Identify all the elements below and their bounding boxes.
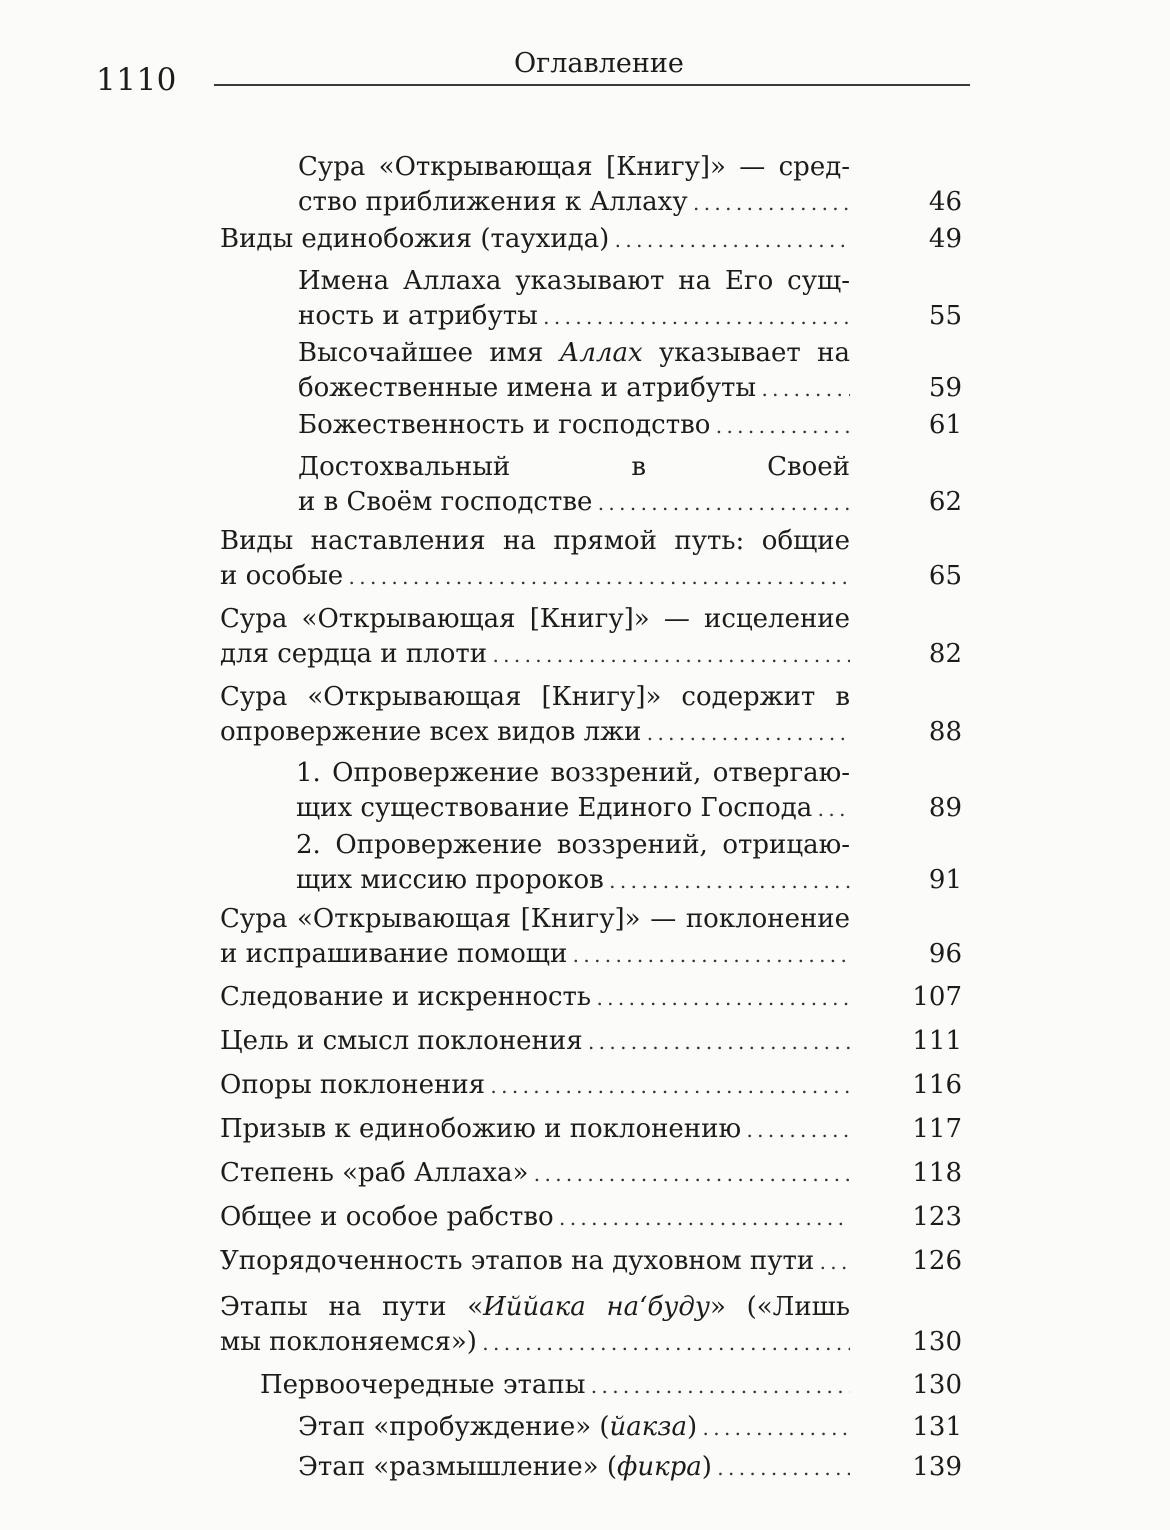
toc-entry-page: 96 xyxy=(928,939,962,969)
toc-entry-line: и испрашивание помощи . . . xyxy=(220,937,850,973)
toc-entry-title xyxy=(220,1290,850,1361)
running-title: Оглавление xyxy=(514,48,684,79)
header-rule xyxy=(214,84,970,86)
toc-entry-line: и особые . . . xyxy=(220,559,850,595)
toc-entry-line: Имена Аллаха указывают на Его сущ- xyxy=(298,266,850,296)
toc-entry-line: Этап «размышление» (фикра) . . . xyxy=(298,1450,850,1486)
toc-entry-line: мы поклоняемся») . . . xyxy=(220,1325,850,1361)
toc-entry-line: 2. Опровержение воззрений, отрицаю- xyxy=(296,830,850,860)
toc-entry-line: ность и атрибуты . . . xyxy=(298,299,850,335)
toc-entry-line: Высочайшее имя Аллах указывает на xyxy=(298,338,850,368)
toc-entry-page: 117 xyxy=(912,1114,962,1144)
toc-entry-line: Божественность и господство . . . xyxy=(298,408,850,444)
toc-entry-line: Цель и смысл поклонения . . . xyxy=(220,1024,850,1060)
toc-entry-line: Виды наставления на прямой путь: общие xyxy=(220,526,850,556)
toc-entry-line: Этапы на пути «Иййака на‘буду» («Лишь xyxy=(220,1292,850,1322)
toc-entry-title xyxy=(296,756,850,827)
toc-entry-title xyxy=(220,1244,850,1280)
toc-entry-page: 130 xyxy=(912,1370,962,1400)
toc-entry-page: 118 xyxy=(912,1158,962,1188)
toc-entry-page: 55 xyxy=(928,301,962,331)
toc-entry-title xyxy=(220,524,850,595)
toc-entry-title xyxy=(220,1068,850,1104)
toc-entry-title xyxy=(298,150,850,221)
toc-entry-line: Достохвальный в Своей xyxy=(298,452,850,482)
toc-entry-line: Сура «Открывающая [Книгу]» — исцеление xyxy=(220,604,850,634)
toc-entry-title xyxy=(298,264,850,335)
toc-entry-title xyxy=(220,1200,850,1236)
toc-entry-title xyxy=(296,828,850,899)
toc-entry-line: Упорядоченность этапов на духовном пути . . . xyxy=(220,1244,850,1280)
toc-entry-line: Сура «Открывающая [Книгу]» — поклонение xyxy=(220,904,850,934)
toc-entry-line: ство приближения к Аллаху . . . xyxy=(298,185,850,221)
toc-entry-line: Следование и искренность . . . xyxy=(220,980,850,1016)
toc-entry-page: 62 xyxy=(928,487,962,517)
toc-entry-line: Степень «раб Аллаха» . . . xyxy=(220,1156,850,1192)
toc-entry-page: 82 xyxy=(928,639,962,669)
toc-entry-line: Этап «пробуждение» (йакза) . . . xyxy=(298,1410,850,1446)
toc-entry-title xyxy=(260,1368,850,1404)
toc-entry-page: 89 xyxy=(928,793,962,823)
toc-entry-title xyxy=(298,408,850,444)
toc-entry-line: божественные имена и атрибуты . . . xyxy=(298,371,850,407)
toc-entry-page: 46 xyxy=(928,187,962,217)
toc-entry-page: 139 xyxy=(912,1452,962,1482)
toc-entry-title xyxy=(220,1156,850,1192)
toc-entry-page: 123 xyxy=(912,1202,962,1232)
page-number: 1110 xyxy=(96,62,177,98)
toc-entry-line: Призыв к единобожию и поклонению . . . xyxy=(220,1112,850,1148)
toc-entry-title xyxy=(220,1024,850,1060)
toc-entry-page: 49 xyxy=(928,224,962,254)
toc-entry-title xyxy=(298,336,850,407)
toc-entry-title xyxy=(220,1112,850,1148)
toc-entry-title xyxy=(298,450,850,521)
toc-entry-title xyxy=(220,980,850,1016)
toc-entry-title xyxy=(220,680,850,751)
toc-entry-line: опровержение всех видов лжи . . . xyxy=(220,715,850,751)
toc-entry-title xyxy=(220,902,850,973)
toc-entry-line: Сура «Открывающая [Книгу]» — сред- xyxy=(298,152,850,182)
toc-entry-page: 111 xyxy=(912,1026,962,1056)
toc-entry-line: Сура «Открывающая [Книгу]» содержит в xyxy=(220,682,850,712)
toc-entry-line: щих существование Единого Господа . . . xyxy=(296,791,850,827)
toc-entry-line: Опоры поклонения . . . xyxy=(220,1068,850,1104)
toc-entry-page: 65 xyxy=(928,561,962,591)
toc-entry-title xyxy=(220,222,850,258)
toc-entry-line: для сердца и плоти . . . xyxy=(220,637,850,673)
toc-entry-line: 1. Опровержение воззрений, отвергаю- xyxy=(296,758,850,788)
toc-entry-line: и в Своём господстве . . . xyxy=(298,485,850,521)
toc-entry-title xyxy=(298,1450,850,1486)
toc-entry-page: 130 xyxy=(912,1327,962,1357)
toc-entry-page: 88 xyxy=(928,717,962,747)
toc-entry-line: Первоочередные этапы . . . xyxy=(260,1368,850,1404)
toc-entry-page: 126 xyxy=(912,1246,962,1276)
toc-entry-page: 116 xyxy=(912,1070,962,1100)
toc-entry-page: 107 xyxy=(912,982,962,1012)
toc-entry-page: 131 xyxy=(912,1412,962,1442)
toc-entry-line: Общее и особое рабство . . . xyxy=(220,1200,850,1236)
toc-entry-title xyxy=(298,1410,850,1446)
toc-entry-page: 59 xyxy=(928,373,962,403)
toc-entry-line: щих миссию пророков . . . xyxy=(296,863,850,899)
toc-entry-line: Виды единобожия (таухида) . . . xyxy=(220,222,850,258)
toc-entry-title xyxy=(220,602,850,673)
toc-entry-page: 91 xyxy=(928,865,962,895)
toc-entry-page: 61 xyxy=(928,410,962,440)
